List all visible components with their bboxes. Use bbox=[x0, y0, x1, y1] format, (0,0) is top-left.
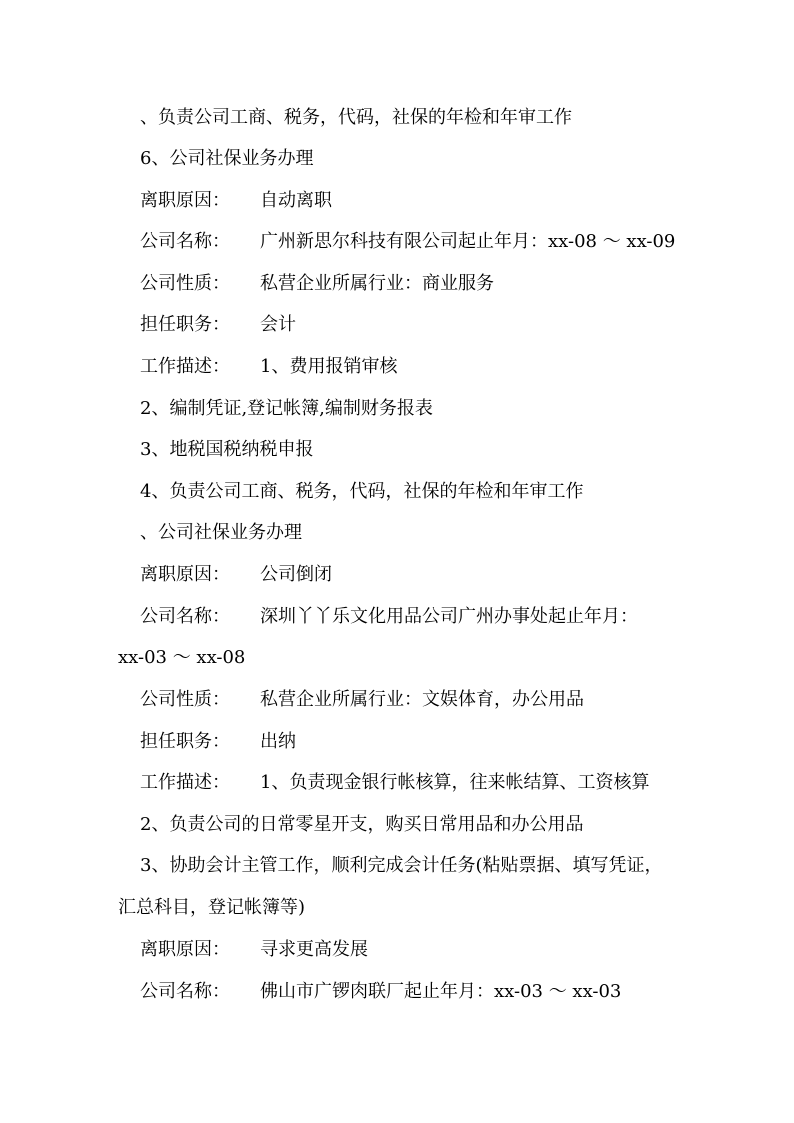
job1-leave-reason-row bbox=[140, 189, 332, 213]
field-value: 公司倒闭 bbox=[260, 564, 332, 585]
job1-nature-row bbox=[140, 272, 494, 296]
job1-desc-item: 2、编制凭证,登记帐簿,编制财务报表 bbox=[140, 398, 433, 419]
field-value: 私营企业所属行业：商业服务 bbox=[260, 273, 494, 294]
field-label: 担任职务： bbox=[140, 731, 230, 752]
job2-desc-continuation: 汇总科目，登记帐簿等) bbox=[118, 897, 306, 918]
job1-desc-item: 4、负责公司工商、税务，代码，社保的年检和年审工作 bbox=[140, 481, 584, 502]
job1-desc-row bbox=[140, 355, 397, 379]
field-label: 公司名称： bbox=[140, 981, 230, 1002]
field-value: 自动离职 bbox=[260, 190, 332, 211]
job1-company-row bbox=[140, 230, 675, 254]
job1-desc-item: 、公司社保业务办理 bbox=[140, 522, 302, 543]
field-label: 公司名称： bbox=[140, 231, 230, 252]
field-value: 私营企业所属行业：文娱体育，办公用品 bbox=[260, 689, 584, 710]
field-value: 佛山市广锣肉联厂起止年月：xx-03 ～ xx-03 bbox=[260, 981, 622, 1002]
job2-nature-row bbox=[140, 688, 584, 712]
job3-company-row bbox=[140, 980, 621, 1004]
field-label: 离职原因： bbox=[140, 190, 230, 211]
field-value: 1、费用报销审核 bbox=[260, 356, 398, 377]
job2-company-continuation: xx-03 ～ xx-08 bbox=[118, 647, 246, 668]
field-label: 离职原因： bbox=[140, 939, 230, 960]
field-label: 公司名称： bbox=[140, 606, 230, 627]
field-value: 1、负责现金银行帐核算，往来帐结算、工资核算 bbox=[260, 772, 650, 793]
job2-desc-item: 2、负责公司的日常零星开支，购买日常用品和办公用品 bbox=[140, 814, 584, 835]
field-label: 工作描述： bbox=[140, 772, 230, 793]
job2-company-row bbox=[140, 605, 638, 629]
job3-leave-reason-row bbox=[140, 938, 368, 962]
job2-desc-row bbox=[140, 771, 649, 795]
field-value: 出纳 bbox=[260, 731, 296, 752]
job1-position-row bbox=[140, 313, 296, 337]
text-line: 6、公司社保业务办理 bbox=[140, 148, 314, 169]
field-label: 担任职务： bbox=[140, 314, 230, 335]
job2-leave-reason-row bbox=[140, 563, 332, 587]
field-label: 工作描述： bbox=[140, 356, 230, 377]
field-label: 离职原因： bbox=[140, 564, 230, 585]
field-value: 深圳丫丫乐文化用品公司广州办事处起止年月： bbox=[260, 606, 638, 627]
job2-position-row bbox=[140, 730, 296, 754]
text-line: 、负责公司工商、税务，代码，社保的年检和年审工作 bbox=[140, 107, 572, 128]
field-value: 会计 bbox=[260, 314, 296, 335]
field-value: 广州新思尔科技有限公司起止年月：xx-08 ～ xx-09 bbox=[260, 231, 676, 252]
field-label: 公司性质： bbox=[140, 273, 230, 294]
field-label: 公司性质： bbox=[140, 689, 230, 710]
job1-desc-item: 3、地税国税纳税申报 bbox=[140, 439, 314, 460]
job2-desc-item: 3、协助会计主管工作，顺利完成会计任务(粘贴票据、填写凭证， bbox=[140, 855, 663, 876]
field-value: 寻求更高发展 bbox=[260, 939, 368, 960]
